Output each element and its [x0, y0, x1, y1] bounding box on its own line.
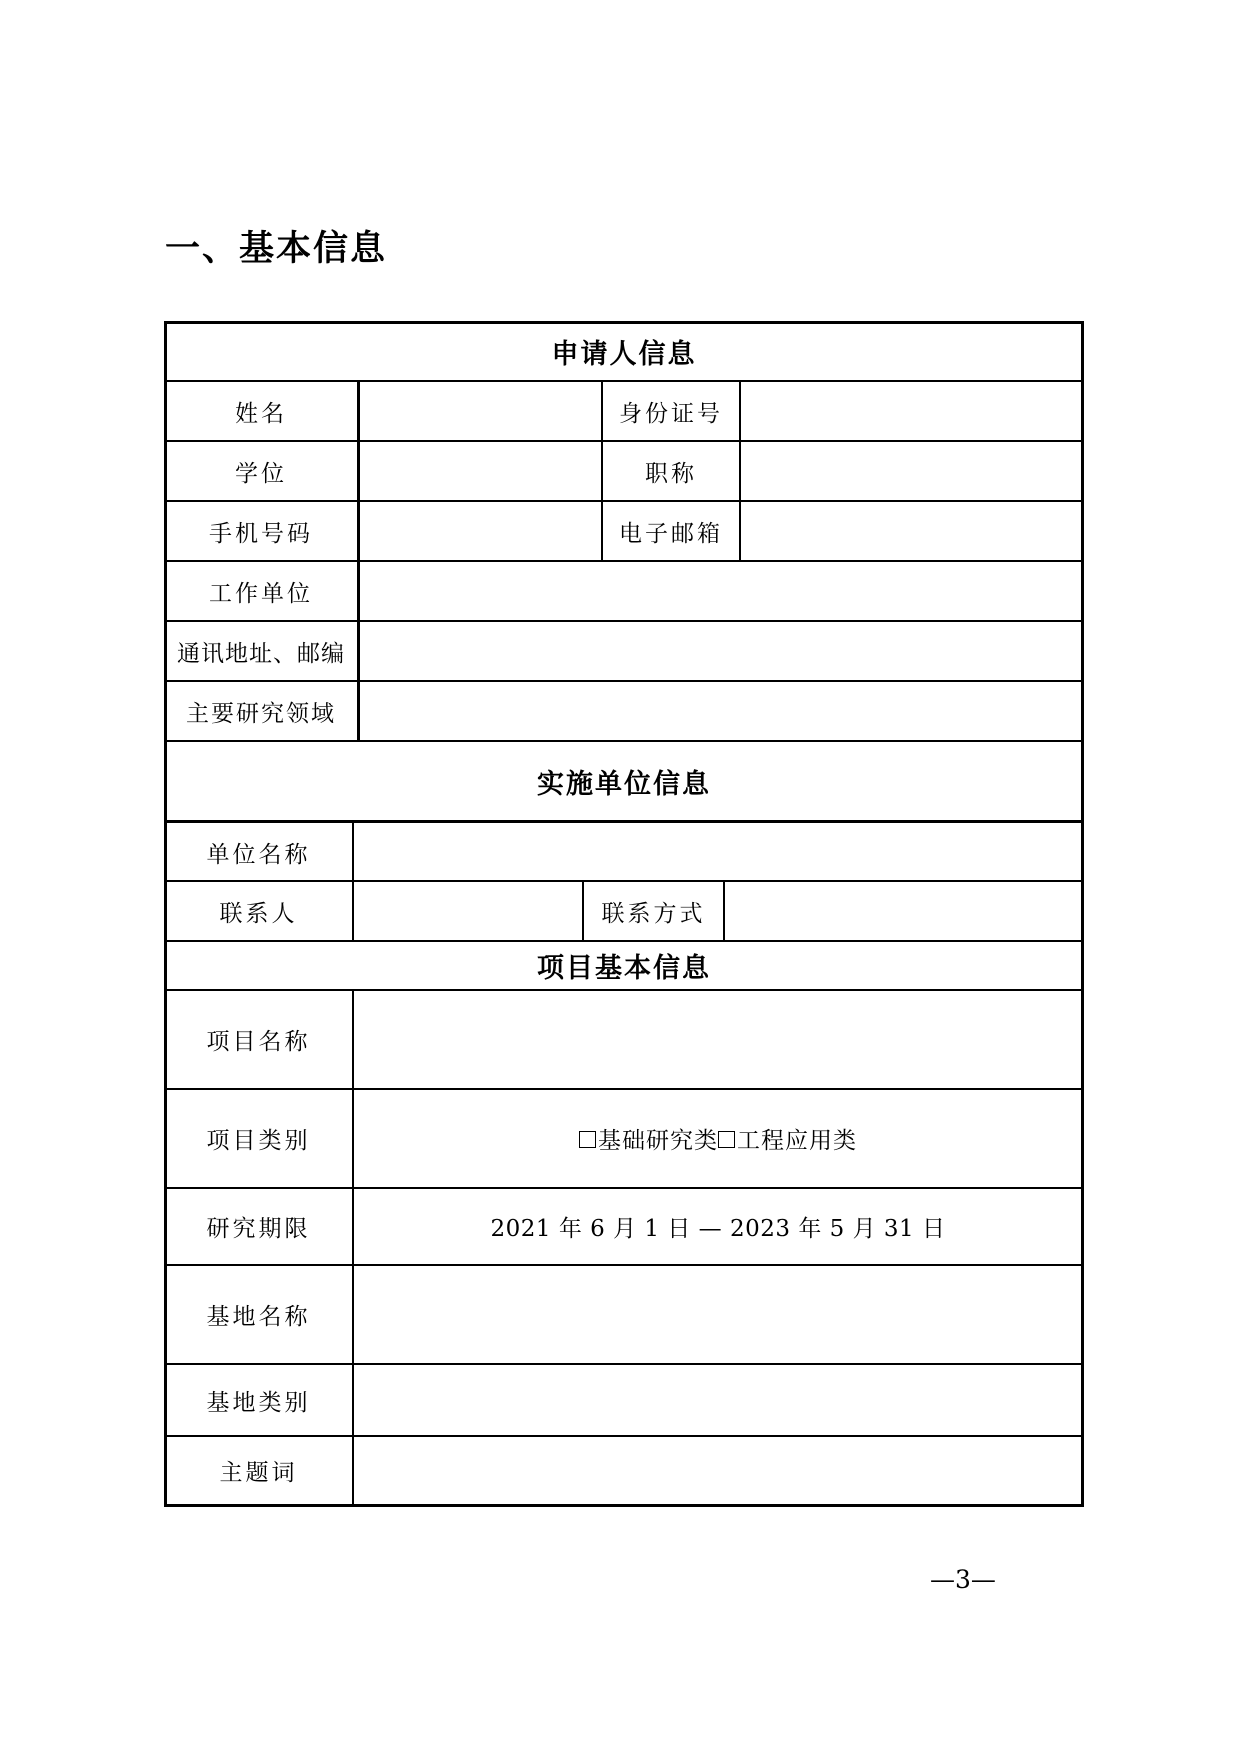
- id-number-field[interactable]: [741, 381, 1081, 441]
- degree-label: 学位: [235, 460, 287, 487]
- base-type-label: 基地类别: [206, 1389, 311, 1416]
- base-type-field[interactable]: [355, 1364, 1081, 1436]
- research-field-label: 主要研究领域: [186, 700, 336, 727]
- id-number-label: 身份证号: [619, 400, 723, 427]
- phone-label: 手机号码: [209, 520, 313, 547]
- name-label: 姓名: [235, 400, 287, 427]
- employer-label: 工作单位: [209, 580, 313, 607]
- basic-info-form: [164, 321, 1084, 1507]
- address-field[interactable]: [360, 621, 1081, 681]
- contact-method-field[interactable]: [726, 881, 1081, 941]
- category-option-label: 基础研究类: [598, 1128, 718, 1154]
- research-field-input[interactable]: [360, 681, 1081, 741]
- category-option-basic[interactable]: [579, 1122, 718, 1155]
- project-category-label: 项目类别: [206, 1128, 311, 1154]
- keywords-field[interactable]: [355, 1436, 1081, 1504]
- project-name-label: 项目名称: [206, 1029, 311, 1055]
- name-field[interactable]: [360, 381, 601, 441]
- section-title: 一、基本信息: [165, 229, 388, 269]
- base-name-field[interactable]: [355, 1265, 1081, 1364]
- contact-person-field[interactable]: [355, 881, 582, 941]
- contact-method-label: 联系方式: [601, 900, 706, 927]
- research-period-label: 研究期限: [206, 1216, 311, 1242]
- institution-header: 实施单位信息: [537, 768, 711, 800]
- employer-field[interactable]: [360, 561, 1081, 621]
- email-label: 电子邮箱: [619, 520, 723, 547]
- category-option-label: 工程应用类: [737, 1128, 857, 1154]
- address-label: 通讯地址、邮编: [177, 640, 345, 667]
- title-label: 职称: [645, 460, 697, 487]
- project-category-options: [355, 1089, 1081, 1188]
- checkbox-icon[interactable]: [579, 1131, 596, 1148]
- org-name-label: 单位名称: [206, 841, 311, 868]
- degree-field[interactable]: [360, 441, 601, 501]
- keywords-label: 主题词: [219, 1459, 298, 1486]
- category-option-engineering[interactable]: [718, 1122, 857, 1155]
- phone-field[interactable]: [360, 501, 601, 561]
- applicant-header: 申请人信息: [551, 338, 697, 370]
- project-name-field[interactable]: [355, 990, 1081, 1089]
- contact-person-label: 联系人: [219, 900, 298, 927]
- org-name-field[interactable]: [355, 822, 1081, 882]
- research-period-value: 2021 年 6 月 1 日 — 2023 年 5 月 31 日: [490, 1216, 946, 1242]
- checkbox-icon[interactable]: [718, 1131, 735, 1148]
- email-field[interactable]: [741, 501, 1081, 561]
- base-name-label: 基地名称: [206, 1304, 311, 1330]
- project-header: 项目基本信息: [537, 953, 711, 984]
- title-field[interactable]: [741, 441, 1081, 501]
- page-number: —3—: [930, 1565, 996, 1594]
